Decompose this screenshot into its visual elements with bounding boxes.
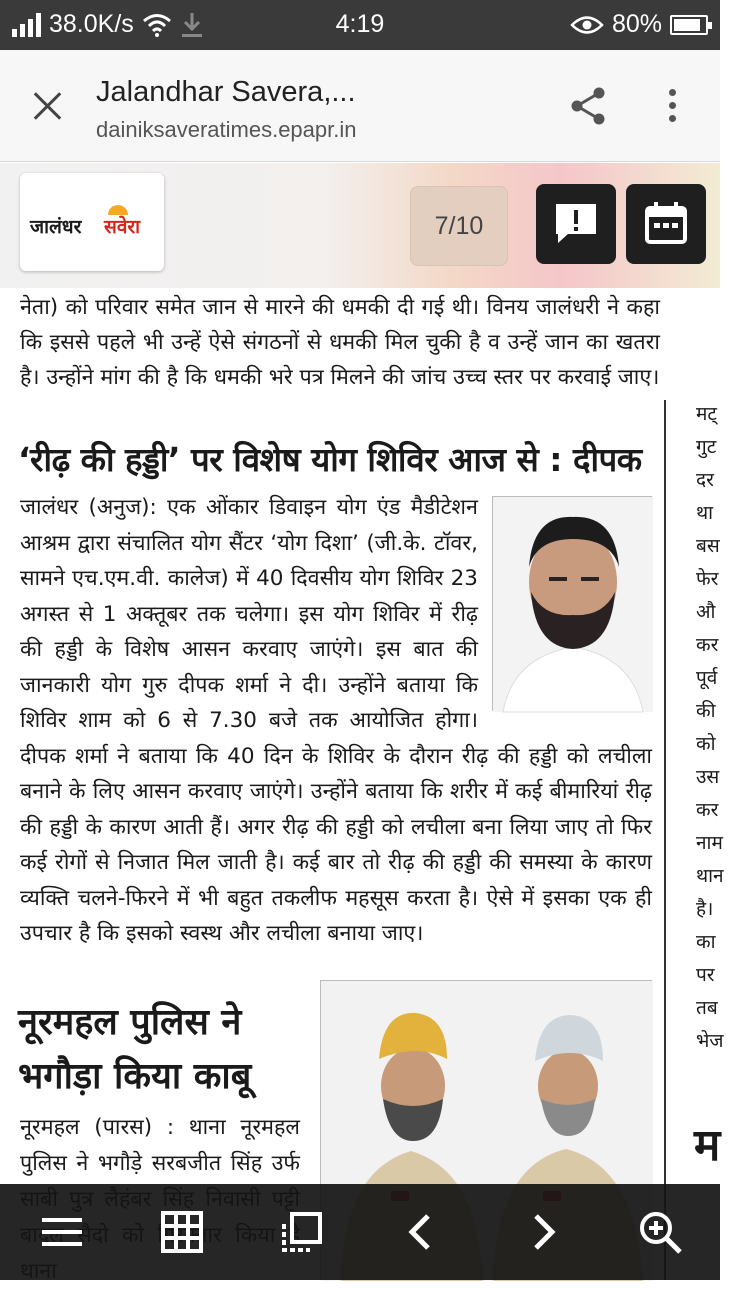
intro-paragraph: नेता) को परिवार समेत जान से मारने की धमकी दी गई थी। विनय जालंधरी ने कहा कि इससे पहले भी उन्हें ऐसे संगठनों से धमकी मिल चुकी है व उन्हें जान का खतरा है। उन्होंने मांग की है कि धमकी भरे पत्र मिलने की जांच उच्च स्तर पर करवाई जाए। [20,295,660,390]
menu-icon[interactable] [38,1208,86,1256]
article-headline: ‘रीढ़ की हड्डी’ पर विशेष योग शिविर आज से : दीपक [18,440,642,479]
right-column-fragments [696,398,736,1058]
browser-bar [0,50,720,162]
rcol-line: था [696,502,714,524]
article2-headline-line1: नूरमहल पुलिस ने [18,1002,242,1043]
grid-icon[interactable] [158,1208,206,1256]
rcol-line: की [696,700,716,722]
clock: 4:19 [335,10,385,38]
rcol-line: का [696,931,716,953]
article2-body: नूरमहल (पारस) : थाना नूरमहल पुलिस ने भगौड़े सरबजीत सिंह उर्फ [20,1115,300,1176]
battery-icon [670,15,708,35]
article-body-block [20,490,652,952]
rcol-line: फेर [696,568,719,590]
article-body: जालंधर (अनुज): एक ओंकार डिवाइन योग एंड मैडीटेशन आश्रम द्वारा संचालित योग सैंटर ‘योग दिशा’ (जी.के. टॉवर, सामने एच.एम.वी. कालेज) में 40 दिवसीय योग शिविर 23 अगस्त से 1 अक्तूबर तक चलेगा। इस योग शिविर में रीढ़ की हड्डी के विशेष आसन करवाए जाएंगे। इस बात की जानकारी योग गुरु दीपक शर्मा ने दी। उन्होंने बताया कि शिविर शाम को 6 से 7.30 बजे तक आयोजित होगा। दीपक शर्मा ने बताया कि 40 दिन के शिविर के दौरान रीढ़ की हड्डी को लचीला बनाने के लिए आसन करवाए जाएंगे। उन्होंने बताया कि शरीर में कई बीमारियां रीढ़ की हड्डी के कारण आती हैं। अगर रीढ़ की हड्डी को लचीला बना लिया जाए तो फिर कई रोगों से निजात मिल जाती है। कई बार तो रीढ़ की हड्डी की समस्या के कारण व्यक्ति चलने-फिरने में भी बहुत तकलीफ महसूस करता है। ऐसे में इसका एक ही उपचार है कि इसको स्वस्थ और लचीला बनाया जाए। [20,495,652,946]
rcol-line: गुट [696,436,717,458]
article2-headline-line2: भगौड़ा किया काबू [18,1056,252,1097]
more-vert-icon[interactable] [662,86,682,126]
article2-headline [18,996,251,1104]
rcol-line: है। [696,898,714,920]
feedback-button[interactable] [536,184,616,264]
rcol-line: पर [696,964,715,986]
page-title: Jalandhar Savera,... [96,76,356,108]
right-column-heading: म [694,1120,721,1171]
network-speed: 38.0K/s [49,10,134,38]
rcol-line: औ [696,601,716,623]
rcol-line: कर [696,634,719,656]
close-icon[interactable] [28,86,68,126]
calendar-icon [626,184,706,264]
newspaper-logo[interactable] [20,173,164,271]
page-url: dainiksaveratimes.epapr.in [96,117,357,142]
rcol-line: दर [696,469,714,491]
rcol-line: तब [696,997,718,1019]
rcol-line: पूर्व [696,667,718,689]
rcol-line: मट् [696,403,717,425]
chevron-left-icon[interactable] [398,1208,446,1256]
rcol-line: थान [696,865,724,887]
rcol-line: को [696,733,716,755]
epaper-header [0,163,720,288]
rcol-line: कर [696,799,719,821]
chevron-right-icon[interactable] [518,1208,566,1256]
logo-text-2: सवेरा [104,216,141,238]
column-divider [664,400,666,1280]
calendar-button[interactable] [626,184,706,264]
page-indicator[interactable]: 7/10 [410,186,508,266]
status-bar [0,0,720,50]
epaper-page[interactable] [0,288,724,1280]
rcol-line: बस [696,535,720,557]
eye-icon [570,14,604,36]
zoom-in-icon[interactable] [636,1208,684,1256]
rcol-line: भेज [696,1030,724,1052]
battery-percent: 80% [611,10,662,38]
logo-text-1: जालंधर [30,216,82,238]
feedback-icon [536,184,616,264]
person-photo [492,496,652,711]
bottom-toolbar [0,1184,720,1280]
rcol-line: नाम [696,832,723,854]
crop-icon[interactable] [278,1208,326,1256]
rcol-line: उस [696,766,720,788]
share-icon[interactable] [568,86,608,126]
